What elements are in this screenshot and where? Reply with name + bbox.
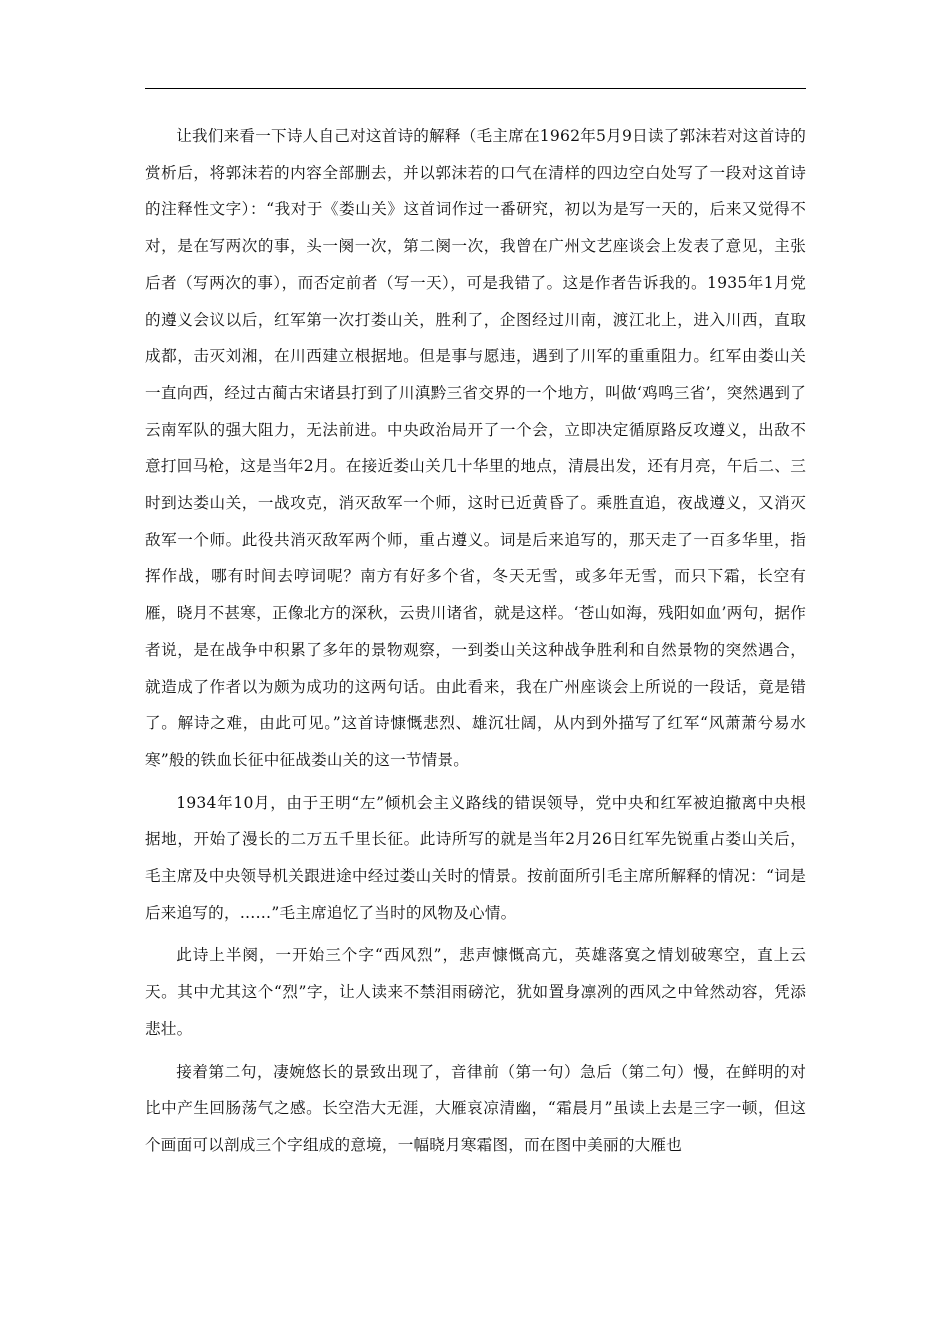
paragraph-1: 让我们来看一下诗人自己对这首诗的解释（毛主席在1962年5月9日读了郭沫若对这首诗的赏析后，将郭沫若的内容全部删去，并以郭沫若的口气在清样的四边空白处写了一段对这首诗的注释性文字）：“我对于《娄山关》这首词作过一番研究，初以为是写一天的，后来又觉得不对，是在写两次的事，头一阕一次，第二阕一次，我曾在广州文艺座谈会上发表了意见，主张后者（写两次的事），而否定前者（写一天），可是我错了。这是作者告诉我的。1935年1月党的遵义会议以后，红军第一次打娄山关，胜利了，企图经过川南，渡江北上，进入川西，直取成都，击灭刘湘，在川西建立根据地。但是事与愿违，遇到了川军的重重阻力。红军由娄山关一直向西，经过古蔺古宋诸县打到了川滇黔三省交界的一个地方，叫做‘鸡鸣三省’，突然遇到了云南军队的强大阻力，无法前进。中央政治局开了一个会，立即决定循原路反攻遵义，出敌不意打回马枪，这是当年2月。在接近娄山关几十华里的地点，清晨出发，还有月亮，午后二、三时到达娄山关，一战攻克，消灭敌军一个师，这时已近黄昏了。乘胜直追，夜战遵义，又消灭敌军一个师。此役共消灭敌军两个师，重占遵义。词是后来追写的，那天走了一百多华里，指挥作战，哪有时间去哼词呢？南方有好多个省，冬天无雪，或多年无雪，而只下霜，长空有雁，晓月不甚寒，正像北方的深秋，云贵川诸省，就是这样。‘苍山如海，残阳如血’两句，据作者说，是在战争中积累了多年的景物观察，一到娄山关这种战争胜利和自然景物的突然遇合，就造成了作者以为颇为成功的这两句话。由此看来，我在广州座谈会上所说的一段话，竟是错了。解诗之难，由此可见。”这首诗慷慨悲烈、雄沉壮阔，从内到外描写了红军“风萧萧兮易水寒”般的铁血长征中征战娄山关的这一节情景。 [145, 127, 806, 769]
paragraph-3: 此诗上半阕，一开始三个字“西风烈”，悲声慷慨高亢，英雄落寞之情划破寒空，直上云天。其中尤其这个“烈”字，让人读来不禁泪雨磅沱，犹如置身凛冽的西风之中耸然动容，凭添悲壮。 [145, 946, 806, 1038]
paragraph-4: 接着第二句，凄婉悠长的景致出现了，音律前（第一句）急后（第二句）慢，在鲜明的对比中产生回肠荡气之感。长空浩大无涯，大雁哀凉清幽，“霜晨月”虽读上去是三字一顿，但这个画面可以剖成三个字组成的意境，一幅晓月寒霜图，而在图中美丽的大雁也 [145, 1062, 806, 1154]
paragraph-2: 1934年10月，由于王明“左”倾机会主义路线的错误领导，党中央和红军被迫撤离中央根据地，开始了漫长的二万五千里长征。此诗所写的就是当年2月26日红军先锐重占娄山关后，毛主席及中央领导机关跟进途中经过娄山关时的情景。按前面所引毛主席所解释的情况：“词是后来追写的，……”毛主席追忆了当时的风物及心情。 [145, 793, 806, 922]
header-rule [145, 88, 806, 89]
document-body [145, 118, 806, 1170]
